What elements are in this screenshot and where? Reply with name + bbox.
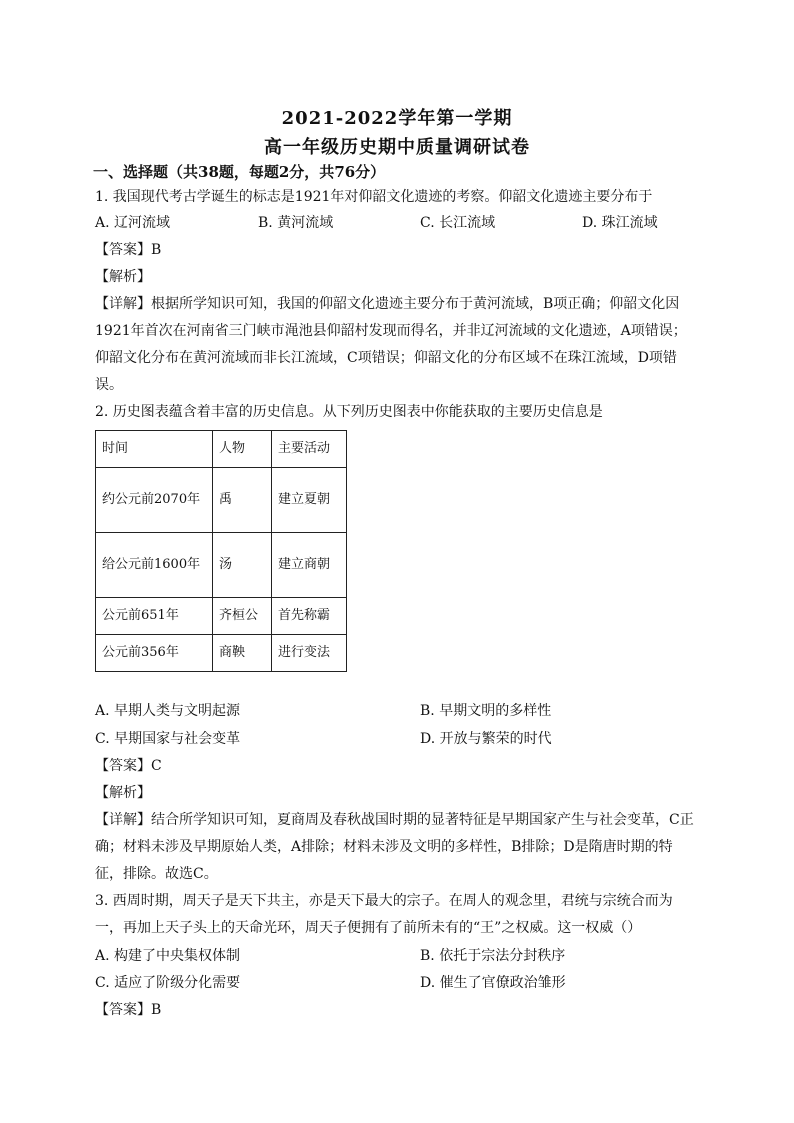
table-header-cell: 时间 xyxy=(96,431,213,468)
q3-stem-line: 3. 西周时期，周天子是天下共主，亦是天下最大的宗子。在周人的观念里，君统与宗统合而为 xyxy=(95,893,673,909)
q2-stem: 2. 历史图表蕴含着丰富的历史信息。从下列历史图表中你能获取的主要历史信息是 xyxy=(95,404,603,420)
q1-detail-line: 仰韶文化分布在黄河流域而非长江流域，C项错误；仰韶文化的分布区域不在珠江流域，D项错 xyxy=(95,350,677,366)
table-row xyxy=(96,468,347,533)
table-cell-activity: 首先称霸 xyxy=(272,598,347,635)
q3-option-d: D. 催生了官僚政治雏形 xyxy=(420,975,566,991)
table-cell-person: 禹 xyxy=(213,468,272,533)
q1-detail-line: 【详解】根据所学知识可知，我国的仰韶文化遗迹主要分布于黄河流域，B项正确；仰韶文化因 xyxy=(95,296,680,312)
table-row xyxy=(96,598,347,635)
table-cell-person: 齐桓公 xyxy=(213,598,272,635)
q2-detail-line: 确；材料未涉及早期原始人类，A排除；材料未涉及文明的多样性，B排除；D是隋唐时期的特 xyxy=(95,839,673,855)
q2-option-d: D. 开放与繁荣的时代 xyxy=(420,731,552,747)
q3-option-a: A. 构建了中央集权体制 xyxy=(95,948,241,964)
q2-option-b: B. 早期文明的多样性 xyxy=(420,703,552,719)
table-cell-person: 汤 xyxy=(213,533,272,598)
q1-analysis-label: 【解析】 xyxy=(95,269,151,285)
section-heading: 一、选择题（共38题，每题2分，共76分） xyxy=(93,163,386,181)
q3-answer: 【答案】B xyxy=(95,1002,162,1018)
table-cell-activity: 建立商朝 xyxy=(272,533,347,598)
q3-option-c: C. 适应了阶级分化需要 xyxy=(95,975,241,991)
table-header-row xyxy=(96,431,347,468)
q2-option-c: C. 早期国家与社会变革 xyxy=(95,731,241,747)
exam-title-main: 高一年级历史期中质量调研试卷 xyxy=(264,137,530,158)
q2-option-a: A. 早期人类与文明起源 xyxy=(95,703,241,719)
q1-option-b: B. 黄河流域 xyxy=(258,215,334,231)
table-row xyxy=(96,533,347,598)
table-header-cell: 主要活动 xyxy=(272,431,347,468)
table-cell-time: 公元前356年 xyxy=(96,635,213,672)
table-cell-time: 给公元前1600年 xyxy=(96,533,213,598)
q1-option-a: A. 辽河流域 xyxy=(95,215,171,231)
q3-stem-line: 一，再加上天子头上的天命光环，周天子便拥有了前所未有的“王”之权威。这一权威（） xyxy=(95,920,642,936)
table-cell-activity: 进行变法 xyxy=(272,635,347,672)
q1-detail-line: 误。 xyxy=(95,377,123,393)
q1-detail-line: 1921年首次在河南省三门峡市渑池县仰韶村发现而得名，并非辽河流域的文化遗迹，A项错误； xyxy=(95,323,687,339)
q1-option-d: D. 珠江流域 xyxy=(582,215,658,231)
table-cell-time: 约公元前2070年 xyxy=(96,468,213,533)
table-cell-person: 商鞅 xyxy=(213,635,272,672)
q2-detail-line: 征，排除。故选C。 xyxy=(95,866,218,882)
q2-answer: 【答案】C xyxy=(95,758,162,774)
q1-answer: 【答案】B xyxy=(95,242,162,258)
q2-detail-line: 【详解】结合所学知识可知，夏商周及春秋战国时期的显著特征是早期国家产生与社会变革，C正 xyxy=(95,812,694,828)
table-row xyxy=(96,635,347,672)
table-cell-time: 公元前651年 xyxy=(96,598,213,635)
exam-title-year: 2021-2022学年第一学期 xyxy=(281,108,513,129)
q3-option-b: B. 依托于宗法分封秩序 xyxy=(420,948,566,964)
history-table xyxy=(95,430,347,672)
q1-stem: 1. 我国现代考古学诞生的标志是1921年对仰韶文化遗迹的考察。仰韶文化遗迹主要分布于 xyxy=(95,189,653,205)
q1-option-c: C. 长江流域 xyxy=(420,215,496,231)
table-header-cell: 人物 xyxy=(213,431,272,468)
table-cell-activity: 建立夏朝 xyxy=(272,468,347,533)
q2-analysis-label: 【解析】 xyxy=(95,785,151,801)
